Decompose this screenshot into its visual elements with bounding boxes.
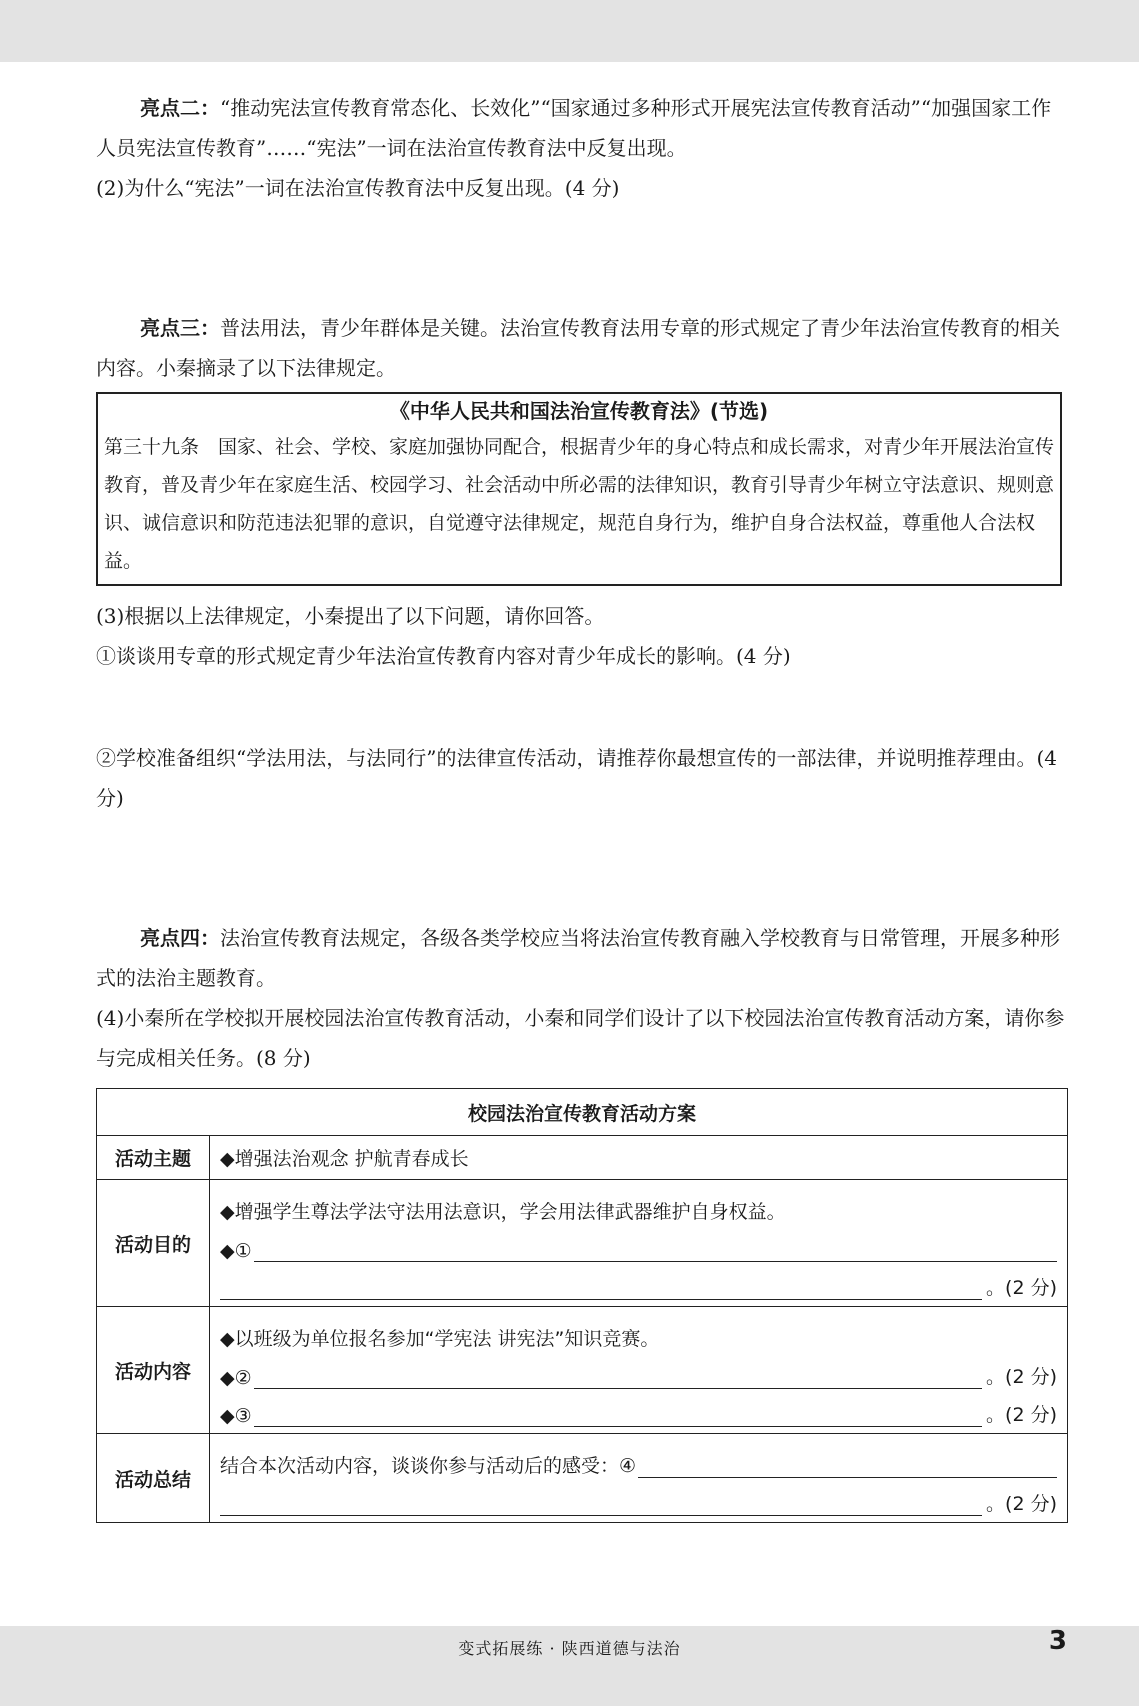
summary-answer-line-2[interactable]	[220, 1491, 982, 1516]
plan-goal-2-row-b	[220, 1262, 1057, 1300]
plan-title: 校园法治宣传教育活动方案	[97, 1089, 1068, 1136]
law-excerpt-title: 《中华人民共和国法治宣传教育法》(节选)	[389, 399, 769, 423]
plan-content-label: 活动内容	[97, 1307, 210, 1434]
plan-theme-label: 活动主题	[97, 1136, 210, 1180]
answer-space-3-1[interactable]	[96, 676, 1066, 738]
summary-score: 。(2 分)	[986, 1493, 1057, 1515]
highlight-2-text: “推动宪法宣传教育常态化、长效化”“国家通过多种形式开展宪法宣传教育活动”“加强国家工作人员宪法宣传教育”……“宪法”一词在法治宣传教育法中反复出现。	[96, 96, 1052, 160]
plan-content-2-row	[220, 1351, 1057, 1389]
plan-content-3-row	[220, 1389, 1057, 1427]
highlight-3	[96, 308, 1066, 388]
plan-goal-label: 活动目的	[97, 1180, 210, 1307]
plan-content-3-prefix: ◆③	[220, 1405, 252, 1427]
summary-answer-line-1[interactable]	[638, 1453, 1057, 1478]
content-answer-line-3[interactable]	[254, 1402, 982, 1427]
plan-goal-cell	[210, 1180, 1068, 1307]
top-band	[0, 0, 1139, 62]
highlight-3-label: 亮点三：	[140, 316, 220, 340]
plan-goal-2-prefix: ◆①	[220, 1240, 252, 1262]
page-number: 3	[1048, 1626, 1067, 1656]
answer-space-3-2[interactable]	[96, 818, 1066, 918]
plan-summary-cell	[210, 1434, 1068, 1523]
content-2-score: 。(2 分)	[986, 1366, 1057, 1388]
goal-answer-line-1[interactable]	[254, 1237, 1057, 1262]
plan-goal-2-row	[220, 1224, 1057, 1262]
law-excerpt-body: 第三十九条 国家、社会、学校、家庭加强协同配合，根据青少年的身心特点和成长需求，对青少年开展法治宣传教育，普及青少年在家庭生活、校园学习、社会活动中所必需的法律知识，教育引导青少年树立守法意识、规则意识、诚信意识和防范违法犯罪的意识，自觉遵守法律规定，规范自身行为，维护自身合法权益，尊重他人合法权益。	[104, 436, 1055, 572]
plan-content-1: ◆以班级为单位报名参加“学宪法 讲宪法”知识竞赛。	[220, 1328, 660, 1350]
highlight-2-label: 亮点二：	[140, 96, 220, 120]
goal-answer-line-2[interactable]	[220, 1275, 982, 1300]
question-3-1: ①谈谈用专章的形式规定青少年法治宣传教育内容对青少年成长的影响。(4 分)	[96, 644, 791, 668]
goal-score: 。(2 分)	[986, 1277, 1057, 1299]
highlight-4-text: 法治宣传教育法规定，各级各类学校应当将法治宣传教育融入学校教育与日常管理，开展多种形式的法治主题教育。	[96, 926, 1060, 990]
plan-content-cell	[210, 1307, 1068, 1434]
plan-theme: ◆增强法治观念 护航青春成长	[210, 1136, 1068, 1180]
highlight-4	[96, 918, 1066, 998]
question-4: (4)小秦所在学校拟开展校园法治宣传教育活动，小秦和同学们设计了以下校园法治宣传教育活动方案，请你参与完成相关任务。(8 分)	[96, 1006, 1065, 1070]
plan-goal-1: ◆增强学生尊法学法守法用法意识，学会用法律武器维护自身权益。	[220, 1201, 786, 1223]
question-3-2: ②学校准备组织“学法用法，与法同行”的法律宣传活动，请推荐你最想宣传的一部法律，并说明推荐理由。(4 分)	[96, 746, 1057, 810]
footer-text: 变式拓展练 · 陕西道德与法治	[458, 1639, 681, 1658]
answer-space-2[interactable]	[96, 208, 1066, 308]
highlight-4-label: 亮点四：	[140, 926, 220, 950]
plan-content-2-prefix: ◆②	[220, 1367, 252, 1389]
highlight-2	[96, 88, 1066, 168]
plan-content-1-row	[220, 1313, 1057, 1351]
plan-summary-row-b	[220, 1478, 1057, 1516]
law-excerpt-box	[96, 392, 1062, 586]
plan-summary-prefix: 结合本次活动内容，谈谈你参与活动后的感受：④	[220, 1455, 637, 1477]
activity-plan-table	[96, 1088, 1068, 1523]
highlight-3-text: 普法用法，青少年群体是关键。法治宣传教育法用专章的形式规定了青少年法治宣传教育的相关内容。小秦摘录了以下法律规定。	[96, 316, 1060, 380]
page-content	[96, 88, 1066, 1523]
question-3: (3)根据以上法律规定，小秦提出了以下问题，请你回答。	[96, 604, 605, 628]
question-2: (2)为什么“宪法”一词在法治宣传教育法中反复出现。(4 分)	[96, 176, 620, 200]
plan-summary-label: 活动总结	[97, 1434, 210, 1523]
plan-goal-1-row	[220, 1186, 1057, 1224]
content-3-score: 。(2 分)	[986, 1404, 1057, 1426]
plan-summary-row	[220, 1440, 1057, 1478]
content-answer-line-2[interactable]	[254, 1364, 982, 1389]
